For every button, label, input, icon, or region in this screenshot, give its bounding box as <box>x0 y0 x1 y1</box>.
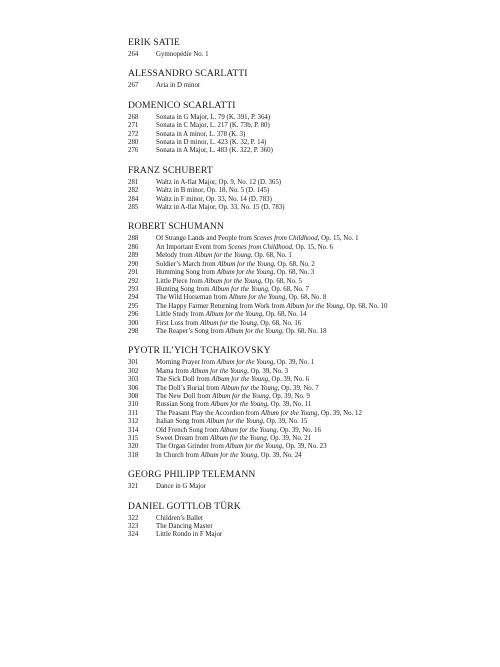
title-text: , Op. 39, No. 11 <box>267 401 312 409</box>
page-number: 286 <box>128 243 139 251</box>
title-text: Sweet Dream from <box>156 435 211 442</box>
toc-entry <box>128 187 488 195</box>
title-text: , Op. 39, No. 16 <box>276 426 321 434</box>
title-text: Waltz in A-flat Major, Op. 9, No. 12 (D. 365) <box>156 178 282 186</box>
piece-title <box>156 286 488 294</box>
piece-title <box>156 204 488 212</box>
title-text: Sonata in G Major, L. 79 (K. 391, P. 364) <box>156 113 271 121</box>
piece-title <box>156 483 488 491</box>
piece-title <box>156 244 488 252</box>
toc-entry <box>128 427 488 435</box>
piece-title <box>156 435 488 443</box>
piece-title <box>156 311 488 319</box>
composer-section <box>128 100 488 156</box>
toc-entry <box>128 261 488 269</box>
toc-entry <box>128 328 488 336</box>
collection-title: Album for the Young <box>225 443 283 451</box>
collection-title: Album for the Young <box>205 311 263 319</box>
piece-title <box>156 51 488 59</box>
page-number: 324 <box>128 531 139 539</box>
page-number: 323 <box>128 523 139 531</box>
title-text: , Op. 68, No. 14 <box>262 311 307 319</box>
title-text: Of Strange Lands and People from <box>156 235 254 243</box>
page-number: 300 <box>128 319 139 327</box>
collection-title: Album for the Young <box>210 401 268 409</box>
toc-entry <box>128 452 488 460</box>
collection-title: Album for the Young <box>221 384 278 392</box>
title-text: Little Rondo in F Major <box>156 531 223 539</box>
title-text: Sonata in A minor, L. 378 (K. 3) <box>156 130 246 138</box>
title-text: , Op. 68, No. 16 <box>256 319 302 327</box>
piece-title <box>156 269 488 277</box>
toc-entry <box>128 278 488 286</box>
title-text: , Op. 68, No. 18 <box>282 327 327 335</box>
composer-section <box>128 345 488 460</box>
piece-title <box>156 401 488 409</box>
toc-entry <box>128 515 488 523</box>
collection-title: Album for the Young <box>211 285 268 293</box>
title-text: Children’s Ballet <box>156 514 203 522</box>
toc-entry <box>128 286 488 294</box>
title-text: Dance in G Major <box>156 483 206 491</box>
composer-name: ALESSANDRO SCARLATTI <box>128 68 248 80</box>
page-number: 271 <box>128 122 139 130</box>
title-text: , Op. 39, No. 12 <box>317 409 362 417</box>
toc-entry <box>128 303 488 311</box>
title-text: Humming Song from <box>156 269 217 277</box>
composer-name: ROBERT SCHUMANN <box>128 221 224 233</box>
piece-title <box>156 131 488 139</box>
toc-entry <box>128 147 488 155</box>
toc-entry <box>128 179 488 187</box>
piece-title <box>156 303 488 311</box>
toc-entry <box>128 435 488 443</box>
title-text: , Op. 68, No. 5 <box>261 277 302 285</box>
title-text: , Op. 39, No. 7 <box>277 384 319 392</box>
page-number: 281 <box>128 178 139 186</box>
page-number: 310 <box>128 401 139 409</box>
composer-name: DOMENICO SCARLATTI <box>128 99 236 111</box>
page-number: 312 <box>128 418 139 426</box>
toc-entry <box>128 114 488 122</box>
piece-title <box>156 252 488 260</box>
piece-title <box>156 385 488 393</box>
piece-title <box>156 531 488 539</box>
piece-title <box>156 359 488 367</box>
toc-entry <box>128 320 488 328</box>
toc-entry <box>128 269 488 277</box>
title-text: Old French Song from <box>156 426 220 434</box>
toc-entry <box>128 196 488 204</box>
page-number: 284 <box>128 195 139 203</box>
title-text: , Op. 39, No. 21 <box>266 435 312 442</box>
title-text: , Op. 39, No. 9 <box>268 392 310 400</box>
title-text: Little Piece from <box>156 277 205 285</box>
title-text: Little Study from <box>156 311 206 319</box>
page-number: 290 <box>128 260 139 268</box>
page-number: 293 <box>128 285 139 293</box>
title-text: , Op. 68, No. 8 <box>285 294 327 302</box>
piece-title <box>156 278 488 286</box>
toc-entry <box>128 204 488 212</box>
page-number: 291 <box>128 269 139 277</box>
page-number: 289 <box>128 252 139 260</box>
toc-entry <box>128 531 488 539</box>
title-text: Sonata in A Major, L. 483 (K. 322, P. 360) <box>156 147 273 155</box>
toc-entry <box>128 311 488 319</box>
collection-title: Scenes from Childhood <box>253 235 318 243</box>
piece-title <box>156 523 488 531</box>
piece-title <box>156 294 488 302</box>
title-text: The Doll’s Burial from <box>156 384 222 392</box>
title-text: Waltz in F minor, Op. 33, No. 14 (D. 783) <box>156 195 272 203</box>
title-text: The New Doll from <box>156 392 213 400</box>
toc-entry <box>128 235 488 243</box>
collection-title: Album for the Young <box>216 359 274 367</box>
title-text: , Op. 68, No. 7 <box>267 285 309 293</box>
title-text: , Op. 39, No. 23 <box>282 443 327 451</box>
collection-title: Album for the Young <box>260 409 318 417</box>
piece-title <box>156 139 488 147</box>
piece-title <box>156 114 488 122</box>
title-text: Gymnopédie No. 1 <box>156 51 209 58</box>
collection-title: Album for the Young <box>200 451 258 459</box>
piece-title <box>156 179 488 187</box>
toc-entry <box>128 418 488 426</box>
title-text: Italian Song from <box>156 418 207 426</box>
piece-title <box>156 393 488 401</box>
collection-title: Album for the Young <box>217 260 274 268</box>
collection-title: Album for the Young <box>211 376 269 384</box>
title-text: Soldier’s March from <box>156 260 218 268</box>
title-text: Sonata in C Major, L. 217 (K. 73b, P. 80) <box>156 122 270 130</box>
composer-name: PYOTR IL’YICH TCHAIKOVSKY <box>128 345 271 357</box>
title-text: Russian Song from <box>156 401 211 409</box>
title-text: , Op. 15, No. 6 <box>292 243 333 251</box>
toc-entry <box>128 139 488 147</box>
composer-section <box>128 165 488 213</box>
page-number: 314 <box>128 426 139 434</box>
page-number: 306 <box>128 384 139 392</box>
toc-entry <box>128 82 488 90</box>
piece-title <box>156 452 488 460</box>
page-number: 320 <box>128 443 139 451</box>
collection-title: Album for the Young <box>219 426 277 434</box>
page-number: 294 <box>128 294 139 302</box>
page-number: 280 <box>128 139 139 147</box>
page-number: 298 <box>128 327 139 335</box>
collection-title: Album for the Young <box>225 327 283 335</box>
collection-title: Album for the Young <box>200 319 257 327</box>
piece-title <box>156 427 488 435</box>
title-text: , Op. 39, No. 3 <box>247 367 289 375</box>
title-text: The Sick Doll from <box>156 376 212 384</box>
piece-title <box>156 187 488 195</box>
collection-title: Album for the Young <box>204 277 262 285</box>
toc-entry <box>128 122 488 130</box>
title-text: , Op. 68, No. 1 <box>250 252 292 260</box>
collection-title: Album for the Young <box>194 252 251 260</box>
collection-title: Scenes from Childhood <box>227 243 293 251</box>
title-text: , Op. 39, No. 6 <box>268 376 310 384</box>
toc-entry <box>128 523 488 531</box>
piece-title <box>156 328 488 336</box>
page-number: 292 <box>128 277 139 285</box>
title-text: , Op. 39, No. 24 <box>257 451 302 459</box>
title-text: The Reaper’s Song from <box>156 327 226 335</box>
piece-title <box>156 368 488 376</box>
collection-title: Album for the Young <box>190 367 248 375</box>
toc-entry <box>128 252 488 260</box>
page-number: 301 <box>128 359 139 367</box>
page-number: 267 <box>128 82 139 90</box>
title-text: , Op. 39, No. 1 <box>273 359 315 367</box>
title-text: The Happy Farmer Returning from Work from <box>156 302 287 310</box>
piece-title <box>156 376 488 384</box>
page-number: 288 <box>128 235 139 243</box>
composer-section <box>128 68 488 90</box>
piece-title <box>156 235 488 243</box>
title-text: Aria in D minor <box>156 82 201 90</box>
title-text: Morning Prayer from <box>156 359 217 367</box>
title-text: In Church from <box>156 451 201 459</box>
collection-title: Album for the Young <box>212 392 269 400</box>
title-text: Mama from <box>156 367 191 375</box>
toc-entry <box>128 385 488 393</box>
page-number: 311 <box>128 409 139 417</box>
collection-title: Album for the Young <box>228 294 286 302</box>
title-text: , Op. 68, No. 3 <box>273 269 315 277</box>
title-text: First Loss from <box>156 319 201 327</box>
piece-title <box>156 82 488 90</box>
composer-name: FRANZ SCHUBERT <box>128 164 213 176</box>
toc-entry <box>128 376 488 384</box>
page-number: 302 <box>128 367 139 375</box>
page-number: 321 <box>128 483 139 491</box>
title-text: The Dancing Master <box>156 523 213 531</box>
composer-section <box>128 501 488 540</box>
toc-entry <box>128 51 488 59</box>
piece-title <box>156 320 488 328</box>
title-text: , Op. 68, No. 2 <box>273 260 315 268</box>
piece-title <box>156 410 488 418</box>
title-text: The Peasant Play the Accordion from <box>156 409 261 417</box>
title-text: An Important Event from <box>156 243 228 251</box>
title-text: , Op. 68, No. 10 <box>343 302 388 310</box>
page-number: 285 <box>128 204 139 212</box>
title-text: , Op. 39, No. 15 <box>262 418 308 426</box>
piece-title <box>156 147 488 155</box>
page-number: 318 <box>128 451 139 459</box>
composer-section <box>128 37 488 59</box>
piece-title <box>156 515 488 523</box>
page-number: 322 <box>128 514 139 522</box>
page-number: 296 <box>128 311 139 319</box>
title-text: , Op. 15, No. 1 <box>317 235 359 243</box>
collection-title: Album for the Young <box>206 418 263 426</box>
piece-title <box>156 418 488 426</box>
page-number: 276 <box>128 147 139 155</box>
page-number: 272 <box>128 130 139 138</box>
piece-title <box>156 443 488 451</box>
title-text: Waltz in A-flat Major, Op. 33, No. 15 (D. 783) <box>156 204 285 212</box>
toc-entry <box>128 244 488 252</box>
title-text: The Organ Grinder from <box>156 443 226 451</box>
collection-title: Album for the Young <box>210 435 267 442</box>
title-text: Melody from <box>156 252 195 260</box>
toc-entry <box>128 410 488 418</box>
toc-entry <box>128 393 488 401</box>
composer-section <box>128 221 488 336</box>
title-text: Sonata in D minor, L. 423 (K. 32, P. 14) <box>156 139 267 147</box>
table-of-contents <box>128 37 488 549</box>
title-text: The Wild Horseman from <box>156 294 229 302</box>
page-number: 295 <box>128 302 139 310</box>
page-number: 268 <box>128 113 139 121</box>
piece-title <box>156 261 488 269</box>
collection-title: Album for the Young <box>286 302 344 310</box>
toc-entry <box>128 368 488 376</box>
page-number: 308 <box>128 392 139 400</box>
toc-entry <box>128 401 488 409</box>
toc-entry <box>128 359 488 367</box>
collection-title: Album for the Young <box>216 269 274 277</box>
composer-name: GEORG PHILIPP TELEMANN <box>128 469 256 481</box>
toc-entry <box>128 483 488 491</box>
composer-name: DANIEL GOTTLOB TÜRK <box>128 500 241 512</box>
page-number: 315 <box>128 435 139 442</box>
toc-entry <box>128 443 488 451</box>
toc-entry <box>128 131 488 139</box>
page-number: 282 <box>128 187 139 195</box>
toc-entry <box>128 294 488 302</box>
page-number: 264 <box>128 51 139 58</box>
piece-title <box>156 122 488 130</box>
piece-title <box>156 196 488 204</box>
composer-name: ERIK SATIE <box>128 37 180 48</box>
page-number: 303 <box>128 376 139 384</box>
title-text: Hunting Song from <box>156 285 212 293</box>
title-text: Waltz in B minor, Op. 18, No. 5 (D. 145) <box>156 187 270 195</box>
composer-section <box>128 469 488 491</box>
